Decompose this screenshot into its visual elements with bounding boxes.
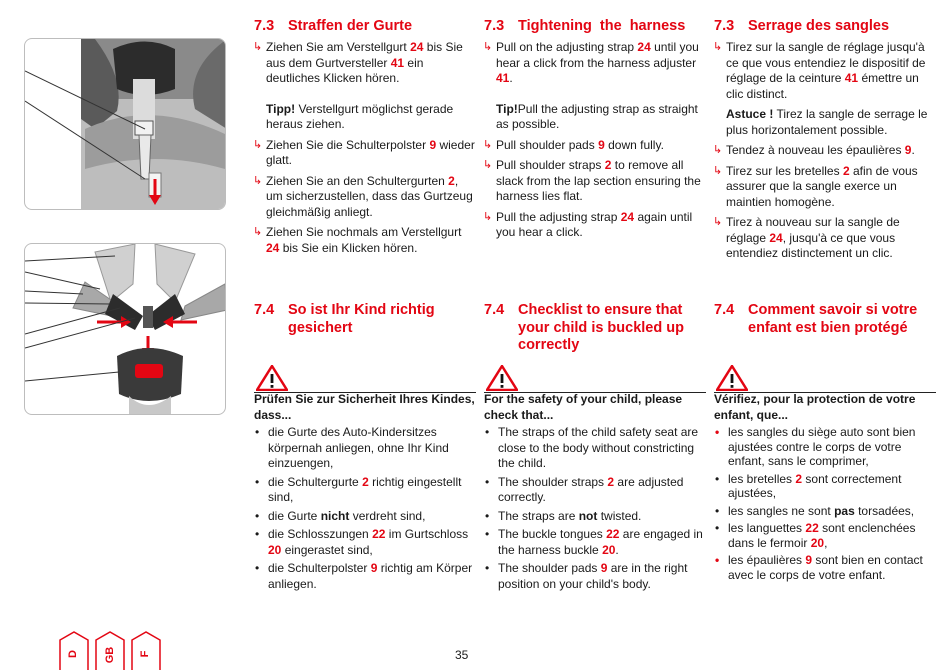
list-item: • The buckle tongues 22 are engaged in the harness buckle 20. [485, 527, 703, 557]
language-tabs [58, 630, 162, 670]
step-1: ↳ Ziehen Sie am Verstellgurt 24 bis Sie aus dem Gurtversteller 41 ein deutliches Klicken hören. [253, 40, 463, 85]
page-number: 35 [455, 648, 469, 662]
checklist-intro: Vérifiez, pour la protection de votre enfant, que... [714, 392, 916, 422]
list-item: • les bretelles 2 sont correctement ajustées, [715, 471, 902, 500]
arrow-icon: ↳ [253, 138, 263, 151]
step-2: ↳ Tendez à nouveau les épaulières 9. [713, 143, 915, 157]
list-item: • The straps of the child safety seat are close to the body without constricting the child. [485, 425, 699, 470]
arrow-icon: ↳ [713, 216, 723, 228]
list-item: • The straps are not twisted. [485, 508, 642, 523]
warning-triangle-icon [256, 365, 288, 391]
arrow-icon: ↳ [713, 144, 723, 156]
checklist-intro: For the safety of your child, please check that... [484, 392, 683, 422]
arrow-icon: ↳ [253, 41, 263, 53]
step-4: ↳ Tirez à nouveau sur la sangle de réglage 24, jusqu'à ce que vous entendiez distinctement un clic. [713, 215, 900, 260]
tip: Tip!Pull the adjusting strap as straight as possible. [496, 101, 698, 131]
list-item: • die Schulterpolster 9 richtig am Körper anliegen. [255, 561, 473, 591]
warning-row [484, 365, 706, 393]
checklist-intro: Prüfen Sie zur Sicherheit Ihres Kindes, dass... [254, 392, 475, 422]
list-item: • die Schultergurte 2 richtig eingestellt sind, [255, 474, 462, 504]
tip: Tipp! Verstellgurt möglichst gerade heraus ziehen. [266, 101, 454, 131]
step-1: ↳ Pull on the adjusting strap 24 until you hear a click from the harness adjuster 41. [483, 40, 699, 85]
language-tab-f [132, 632, 160, 670]
arrow-icon: ↳ [253, 174, 263, 187]
list-item: • die Gurte nicht verdreht sind, [255, 508, 426, 523]
list-item: • les sangles du siège auto sont bien ajustées contre le corps de votre enfant, sans le comprimer, [715, 425, 916, 468]
heading-7-4-fr: 7.4 Comment savoir si votre enfant est bien protégé [714, 302, 918, 336]
step-3: ↳ Tirez sur les bretelles 2 afin de vous assurer que la sangle exerce un maintien homogène. [713, 163, 918, 209]
step-3: ↳ Pull shoulder straps 2 to remove all slack from the lap section ensuring the harness lies flat. [483, 158, 701, 203]
arrow-icon: ↳ [483, 210, 493, 223]
warning-row [714, 365, 936, 393]
list-item: • les épaulières 9 sont bien en contact avec le corps de votre enfant. [715, 553, 923, 582]
warning-triangle-icon [716, 365, 748, 391]
warning-row [254, 365, 476, 393]
arrow-icon: ↳ [483, 138, 493, 151]
warning-triangle-icon [486, 365, 518, 391]
buckle-check-illustration [25, 244, 226, 415]
list-item: • die Gurte des Auto-Kindersitzes körpernah anliegen, ohne Ihr Kind einzuengen, [255, 425, 449, 470]
steps-en [484, 40, 706, 246]
list-item: • die Schlosszungen 22 im Gurtschloss 20 eingerastet sind, [255, 527, 469, 557]
list-item: • The shoulder pads 9 are in the right position on your child's body. [485, 561, 688, 591]
step-1: ↳ Tirez sur la sangle de réglage jusqu'à ce que vous entendiez le dispositif de réglage de la ceinture 41 émettre un clic distinct. [713, 40, 926, 101]
list-item: • les sangles ne sont pas torsadées, [715, 503, 915, 518]
tip: Astuce ! Tirez la sangle de serrage le plus horizontalement possible. [726, 107, 928, 137]
checklist-en [484, 425, 706, 595]
checklist-fr [714, 425, 936, 585]
heading-7-3-en: 7.3 Tightening the harness [484, 18, 686, 34]
heading-7-4-en: 7.4 Checklist to ensure that your child is buckled up correctly [484, 302, 684, 353]
language-tab-d-label: D [67, 650, 79, 658]
step-4: ↳ Pull the adjusting strap 24 again until you hear a click. [483, 209, 693, 239]
step-2: ↳ Ziehen Sie die Schulterpolster 9 wieder glatt. [253, 137, 475, 167]
language-tab-gb-label: GB [104, 646, 116, 664]
heading-7-3-de: 7.3 Straffen der Gurte [254, 18, 413, 34]
language-tab-f-label: F [139, 650, 151, 658]
list-item: • The shoulder straps 2 are adjusted correctly. [485, 474, 684, 504]
list-item: • les languettes 22 sont enclenchées dans le fermoir 20, [715, 521, 916, 550]
language-tab-d [60, 632, 88, 670]
arrow-icon: ↳ [483, 41, 493, 53]
arrow-icon: ↳ [713, 164, 723, 177]
step-3: ↳ Ziehen Sie an den Schultergurten 2, um sicherzustellen, dass das Gurtzeug gleichmäßig anliegt. [253, 173, 473, 219]
figure-harness-tightening [24, 38, 226, 210]
arrow-icon: ↳ [713, 41, 723, 53]
heading-7-3-fr: 7.3 Serrage des sangles [714, 18, 890, 34]
harness-tightening-illustration [25, 39, 226, 210]
arrow-icon: ↳ [483, 159, 493, 171]
arrow-icon: ↳ [253, 226, 263, 238]
step-2: ↳ Pull shoulder pads 9 down fully. [483, 137, 664, 152]
steps-de [254, 40, 476, 261]
steps-fr [714, 40, 936, 267]
figure-buckle-check [24, 243, 226, 415]
step-4: ↳ Ziehen Sie nochmals am Verstellgurt 24 bis Sie ein Klicken hören. [253, 225, 462, 255]
language-tab-gb [96, 632, 124, 670]
heading-7-4-de: 7.4 So ist Ihr Kind richtig gesichert [254, 302, 435, 336]
checklist-de [254, 425, 476, 595]
